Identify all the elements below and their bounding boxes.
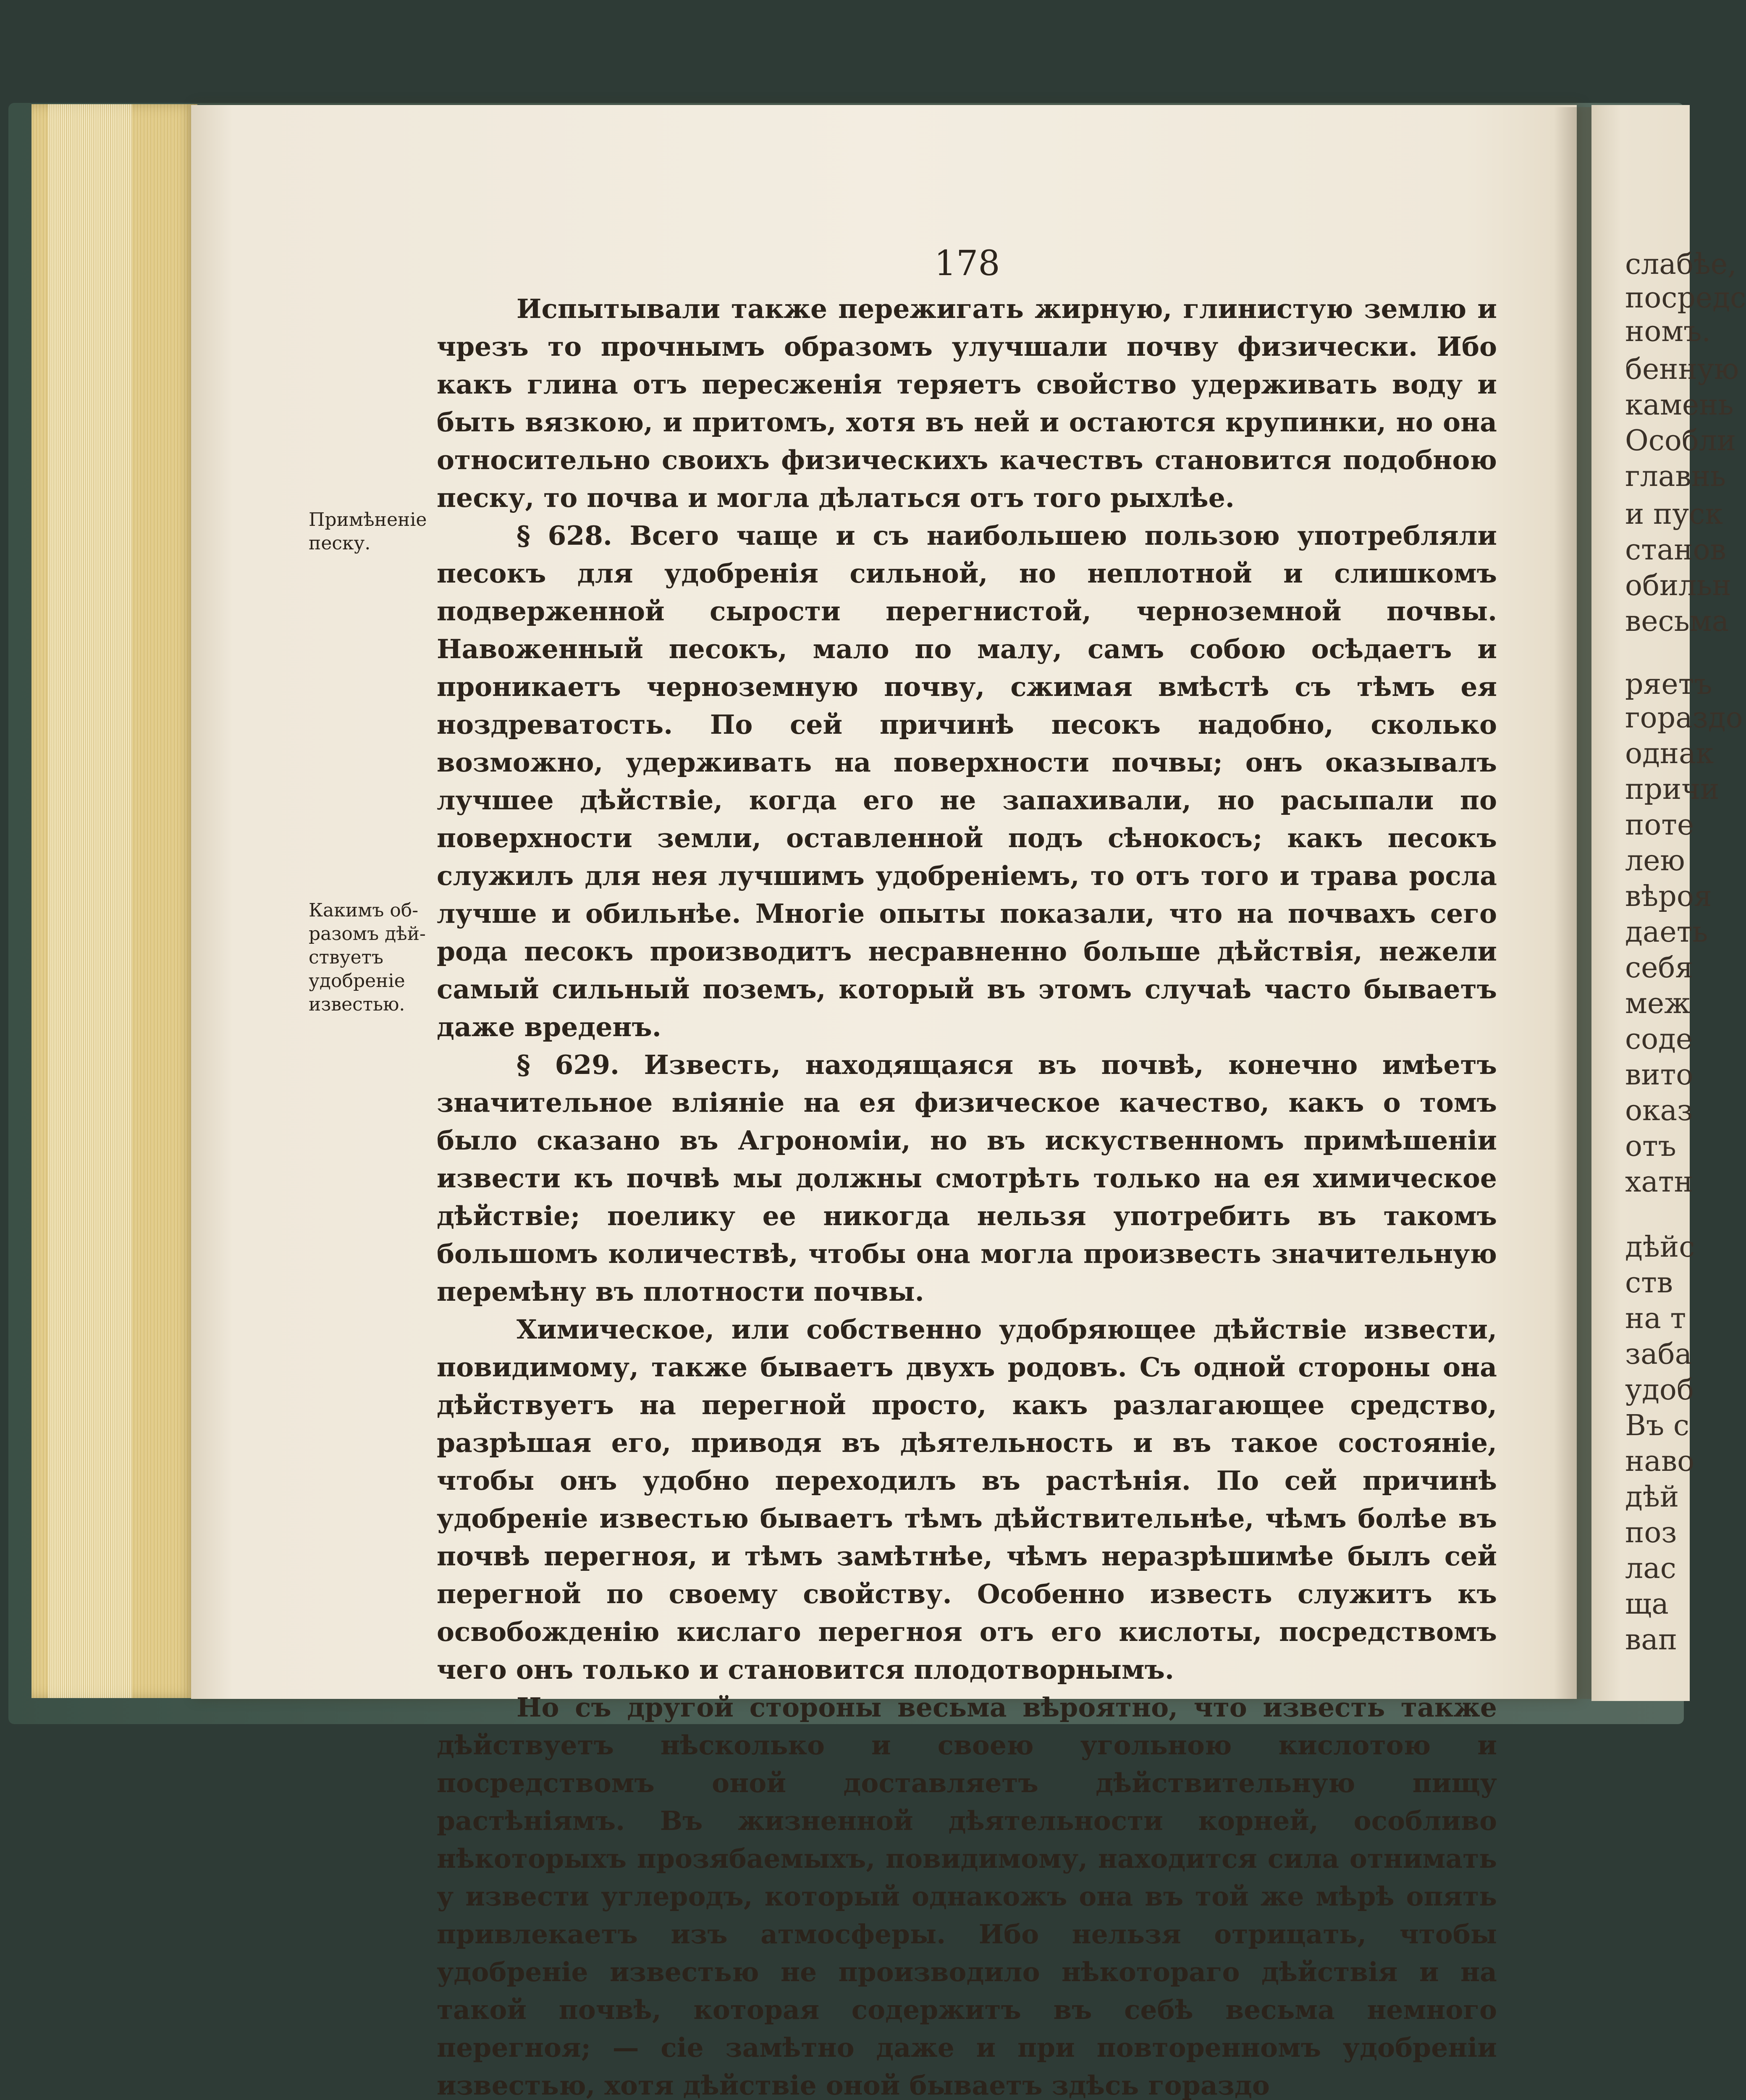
- facing-page-fragment: даеть: [1625, 916, 1708, 949]
- facing-page-fragment: наво: [1625, 1445, 1695, 1478]
- margin-note-line: известью.: [309, 994, 405, 1015]
- margin-note-line: Примѣненіе: [309, 509, 427, 530]
- facing-page-fragment: лас: [1625, 1552, 1676, 1585]
- margin-note-line: песку.: [309, 533, 371, 554]
- facing-page-fragment: заба: [1625, 1338, 1692, 1371]
- facing-page-fragment: однак: [1625, 737, 1714, 770]
- facing-page-fragment: меж: [1625, 987, 1691, 1020]
- facing-page-fragment: станов: [1625, 533, 1726, 567]
- facing-page-fragment: отъ: [1625, 1130, 1676, 1163]
- facing-page-fragment: ща: [1625, 1588, 1669, 1621]
- margin-note-lime: [309, 899, 435, 1016]
- paragraph-1: Испытывали также пережигать жирную, глинистую землю и чрезъ то прочнымъ образомъ улучшали почву физически. Ибо какъ глина отъ пересженія теряетъ свойство удерживать воду и быть вязкою, и притомъ, хотя въ ней и остаются крупинки, но она относительно своихъ физическихъ качествъ становится подобною песку, то почва и могла дѣлаться отъ того рыхлѣе.: [437, 293, 1497, 513]
- facing-page-fragment: и пуск: [1625, 498, 1723, 531]
- facing-page-fragment: лею: [1625, 844, 1685, 877]
- facing-page-fragment: оказ: [1625, 1094, 1693, 1127]
- page-edges: [31, 104, 197, 1698]
- gutter-shadow: [1554, 107, 1596, 1699]
- facing-page-fragment: ряетъ: [1625, 668, 1712, 701]
- margin-note-sand: [309, 508, 435, 555]
- facing-page-fragment: поз: [1625, 1516, 1677, 1549]
- facing-page-fragment: вѣроя: [1625, 880, 1712, 913]
- paragraph-4: Химическое, или собственно удобряющее дѣйствіе извести, повидимому, также бываетъ двухъ родовъ. Съ одной стороны она дѣйствуетъ на перегной просто, какъ разлагающее средство, разрѣшая его, приводя въ дѣятельность и въ такое состояніе, чтобы онъ удобно переходилъ въ растѣнія. По сей причинѣ удобреніе известью бываетъ тѣмъ дѣйствительнѣе, чѣмъ болѣе въ почвѣ перегноя, и тѣмъ замѣтнѣе, чѣмъ неразрѣшимѣе былъ сей перегной по своему свойству. Особенно известь служитъ къ освобожденію кислаго перегноя отъ его кислоты, посредствомъ чего онъ только и становится плодотворнымъ.: [437, 1314, 1497, 1685]
- facing-page-fragment: номъ.: [1625, 315, 1711, 348]
- page-number: 178: [934, 244, 1000, 284]
- paragraph-5: Но съ другой стороны весьма вѣроятно, что известь также дѣйствуетъ нѣсколько и своею угольною кислотою и посредствомъ оной доставляетъ дѣйствительную пищу растѣніямъ. Въ жизненной дѣятельности корней, особливо нѣкоторыхъ прозябаемыхъ, повидимому, находится сила отнимать у извести углеродъ, который однакожъ она въ той же мѣрѣ опять привлекаетъ изъ атмосферы. Ибо нельзя отрицать, чтобы удобреніе известью не производило нѣкотораго дѣйствія и на такой почвѣ, которая содержитъ въ себѣ весьма немного перегноя; — сіе замѣтно даже и при повторенномъ удобреніи известью, хотя дѣйствіе оной бываетъ здѣсь гораздо: [437, 1692, 1497, 2100]
- facing-page-fragment: слабѣе,: [1625, 248, 1737, 281]
- facing-page-fragment: дѣй: [1625, 1480, 1679, 1514]
- facing-page-fragment: Особли: [1625, 424, 1736, 457]
- facing-page-fragment: себя: [1625, 951, 1694, 984]
- facing-page-fragment: хатн: [1625, 1166, 1693, 1199]
- facing-page-fragment: поте: [1625, 808, 1694, 842]
- facing-page-fragment: гораздо: [1625, 701, 1743, 735]
- facing-page-fragment: удоб: [1625, 1373, 1694, 1407]
- margin-note-line: Какимъ об-: [309, 900, 419, 921]
- facing-page-fragment: весьма: [1625, 605, 1729, 638]
- margin-note-line: разомъ дѣй-: [309, 923, 426, 945]
- facing-page-fragment: главнь: [1625, 460, 1726, 493]
- body-text: [437, 290, 1497, 2100]
- facing-page-fragment: соде: [1625, 1023, 1693, 1056]
- facing-page-fragment: вап: [1625, 1623, 1678, 1656]
- facing-page: [1591, 105, 1746, 1701]
- facing-page-fragment: вито: [1625, 1058, 1694, 1092]
- facing-page-fragment: бенную: [1625, 353, 1739, 386]
- facing-page-fragment: Въ с: [1625, 1409, 1689, 1442]
- facing-page-fragment: причи: [1625, 773, 1720, 806]
- margin-note-line: ствуетъ: [309, 947, 384, 968]
- facing-page-fragment: обильн: [1625, 569, 1731, 602]
- paragraph-628: § 628. Всего чаще и съ наибольшею пользою употребляли песокъ для удобренія сильной, но неплотной и слишкомъ подверженной сырости перегнистой, черноземной почвы. Навоженный песокъ, мало по малу, самъ собою осѣдаетъ и проникаетъ черноземную почву, сжимая вмѣстѣ съ тѣмъ ея ноздреватость. По сей причинѣ песокъ надобно, сколько возможно, удерживать на поверхности почвы; онъ оказывалъ лучшее дѣйствіе, когда его не запахивали, но расыпали по поверхности земли, оставленной подъ сѣнокосъ; какъ песокъ служилъ для нея лучшимъ удобреніемъ, то отъ того и трава росла лучше и обильнѣе. Многіе опыты показали, что на почвахъ сего рода песокъ производитъ несравненно больше дѣйствія, нежели самый сильный поземъ, который въ этомъ случаѣ часто бываетъ даже вреденъ.: [437, 520, 1497, 1042]
- facing-page-fragment: камень: [1625, 388, 1734, 422]
- paragraph-629: § 629. Известь, находящаяся въ почвѣ, конечно имѣетъ значительное вліяніе на ея физическое качество, какъ о томъ было сказано въ Агрономіи, но въ искуственномъ примѣшеніи извести къ почвѣ мы должны смотрѣть только на ея химическое дѣйствіе; поелику ее никогда нельзя употребить въ такомъ большомъ количествѣ, чтобы она могла произвесть значительную перемѣну въ плотности почвы.: [437, 1049, 1497, 1307]
- margin-note-line: удобреніе: [309, 970, 405, 992]
- facing-page-fragment: на т: [1625, 1302, 1686, 1335]
- facing-page-fragment: ств: [1625, 1266, 1673, 1299]
- facing-page-fragment: посредс: [1625, 281, 1746, 315]
- facing-page-fragment: дѣйс: [1625, 1231, 1695, 1264]
